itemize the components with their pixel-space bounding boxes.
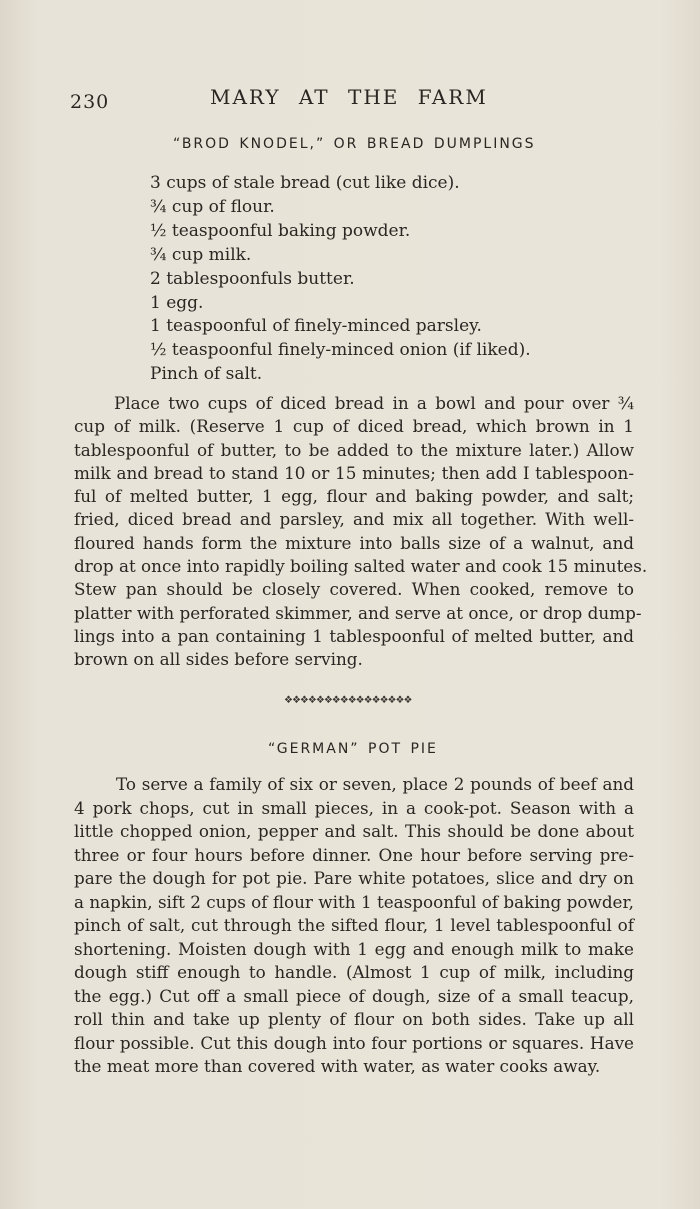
text-line: little chopped onion, pepper and salt. This should be done about xyxy=(74,821,634,841)
ingredient-item: 1 teaspoonful of finely-minced parsley. xyxy=(150,316,482,337)
recipe-instructions-german-pot-pie xyxy=(74,773,634,1079)
recipe-instructions-brod-knodel xyxy=(74,392,648,672)
text-line: floured hands form the mixture into balls size of a walnut, and xyxy=(74,532,634,553)
text-line: tablespoonful of butter, to be added to the mixture later.) Allow xyxy=(74,439,634,460)
ingredient-item: ½ teaspoonful baking powder. xyxy=(150,220,411,241)
ingredient-item: 1 egg. xyxy=(150,292,204,313)
ingredient-item: Pinch of salt. xyxy=(150,364,263,385)
text-line: fried, diced bread and parsley, and mix all together. With well- xyxy=(74,509,634,530)
ingredient-item: ½ teaspoonful finely-minced onion (if liked). xyxy=(150,340,531,361)
text-line: dough stiff enough to handle. (Almost 1 cup of milk, including xyxy=(74,962,634,982)
decorative-divider: ❖❖❖❖❖❖❖❖❖❖❖❖❖❖❖❖ xyxy=(284,695,412,706)
text-line: pare the dough for pot pie. Pare white potatoes, slice and dry on xyxy=(74,868,634,888)
text-line: drop at once into rapidly boiling salted water and cook 15 minutes. xyxy=(74,556,648,577)
text-line: shortening. Moisten dough with 1 egg and enough milk to make xyxy=(74,938,634,959)
text-line: brown on all sides before serving. xyxy=(74,649,363,670)
text-line: To serve a family of six or seven, place 2 pounds of beef and xyxy=(116,774,634,794)
text-line: the egg.) Cut off a small piece of dough, size of a small teacup, xyxy=(74,985,634,1006)
ingredient-item: ¾ cup of flour. xyxy=(150,196,275,217)
ingredient-list xyxy=(150,172,531,387)
text-line: lings into a pan containing 1 tablespoonful of melted butter, and xyxy=(74,625,634,646)
text-line: cup of milk. (Reserve 1 cup of diced bread, which brown in 1 xyxy=(74,416,634,437)
text-line: flour possible. Cut this dough into four portions or squares. Have xyxy=(74,1032,634,1053)
recipe-title-german-pot-pie: “GERMAN” POT PIE xyxy=(268,741,438,757)
text-line: Place two cups of diced bread in a bowl and pour over ¾ xyxy=(114,393,634,413)
text-line: the meat more than covered with water, as water cooks away. xyxy=(74,1056,601,1076)
text-line: pinch of salt, cut through the sifted flour, 1 level tablespoonful of xyxy=(74,915,634,935)
running-title: MARY AT THE FARM xyxy=(210,85,488,109)
ingredient-item: 2 tablespoonfuls butter. xyxy=(150,268,355,289)
text-line: a napkin, sift 2 cups of flour with 1 teaspoonful of baking powder, xyxy=(74,891,634,912)
recipe-title-brod-knodel: “BROD KNODEL,” OR BREAD DUMPLINGS xyxy=(173,136,536,152)
page-number: 230 xyxy=(70,91,110,113)
text-line: ful of melted butter, 1 egg, flour and baking powder, and salt; xyxy=(74,486,634,507)
ingredient-item: ¾ cup milk. xyxy=(150,244,252,265)
text-line: three or four hours before dinner. One hour before serving pre- xyxy=(74,844,634,865)
text-line: roll thin and take up plenty of flour on both sides. Take up all xyxy=(74,1009,634,1029)
text-line: milk and bread to stand 10 or 15 minutes; then add I tablespoon- xyxy=(74,462,634,483)
ingredient-item: 3 cups of stale bread (cut like dice). xyxy=(150,173,460,193)
text-line: Stew pan should be closely covered. When cooked, remove to xyxy=(74,579,634,600)
text-line: platter with perforated skimmer, and serve at once, or drop dump- xyxy=(74,602,642,623)
text-line: 4 pork chops, cut in small pieces, in a cook-pot. Season with a xyxy=(74,797,634,818)
